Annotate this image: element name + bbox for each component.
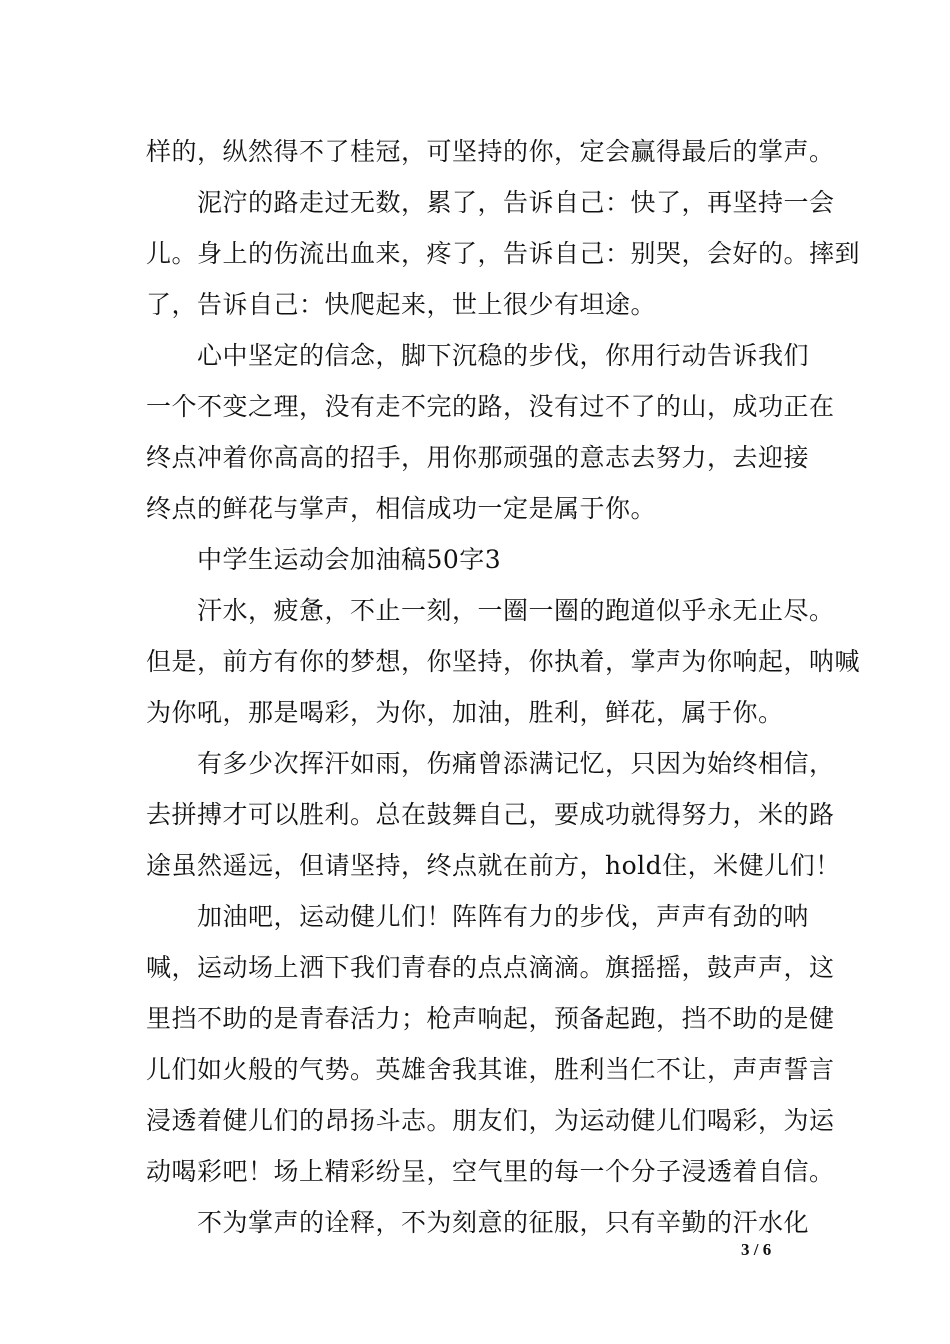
text-line: 泥泞的路走过无数，累了，告诉自己：快了，再坚持一会 [197, 188, 835, 217]
text-line: 途虽然遥远，但请坚持，终点就在前方，hold住，米健儿们！ [146, 851, 841, 880]
paragraph [146, 534, 808, 585]
text-line: 有多少次挥汗如雨，伤痛曾添满记忆，只因为始终相信， [197, 749, 835, 778]
text-line: 汗水，疲惫，不止一刻，一圈一圈的跑道似乎永无止尽。 [197, 596, 835, 625]
text-line: 样的，纵然得不了桂冠，可坚持的你，定会赢得最后的掌声。 [146, 137, 835, 166]
text-line: 喊，运动场上洒下我们青春的点点滴滴。旗摇摇，鼓声声，这 [146, 953, 835, 982]
text-line: 加油吧，运动健儿们！阵阵有力的步伐，声声有劲的呐 [197, 902, 810, 931]
paragraph [146, 1197, 808, 1248]
text-line: 儿。身上的伤流出血来，疼了，告诉自己：别哭，会好的。摔到 [146, 239, 861, 268]
paragraph [146, 738, 841, 891]
document-body [146, 126, 861, 1248]
text-line: 动喝彩吧！场上精彩纷呈，空气里的每一个分子浸透着自信。 [146, 1157, 835, 1186]
text-line: 了，告诉自己：快爬起来，世上很少有坦途。 [146, 290, 657, 319]
page-number: 3 / 6 [741, 1240, 772, 1259]
paragraph [146, 126, 835, 177]
text-line: 但是，前方有你的梦想，你坚持，你执着，掌声为你响起，呐喊 [146, 647, 861, 676]
paragraph [146, 330, 835, 534]
text-line: 里挡不助的是青春活力；枪声响起，预备起跑，挡不助的是健 [146, 1004, 835, 1033]
text-line: 不为掌声的诠释，不为刻意的征服，只有辛勤的汗水化 [197, 1208, 810, 1237]
text-line: 心中坚定的信念，脚下沉稳的步伐，你用行动告诉我们 [197, 341, 810, 370]
text-line: 为你吼，那是喝彩，为你，加油，胜利，鲜花，属于你。 [146, 698, 784, 727]
text-line: 终点的鲜花与掌声，相信成功一定是属于你。 [146, 494, 657, 523]
text-line: 终点冲着你高高的招手，用你那顽强的意志去努力，去迎接 [146, 443, 810, 472]
paragraph [146, 891, 835, 1197]
text-line: 浸透着健儿们的昂扬斗志。朋友们，为运动健儿们喝彩，为运 [146, 1106, 835, 1135]
paragraph [146, 177, 861, 330]
paragraph [146, 585, 861, 738]
text-line: 去拼搏才可以胜利。总在鼓舞自己，要成功就得努力，米的路 [146, 800, 835, 829]
text-line: 一个不变之理，没有走不完的路，没有过不了的山，成功正在 [146, 392, 835, 421]
text-line: 中学生运动会加油稿50字3 [197, 545, 502, 574]
text-line: 儿们如火般的气势。英雄舍我其谁，胜利当仁不让，声声誓言 [146, 1055, 835, 1084]
